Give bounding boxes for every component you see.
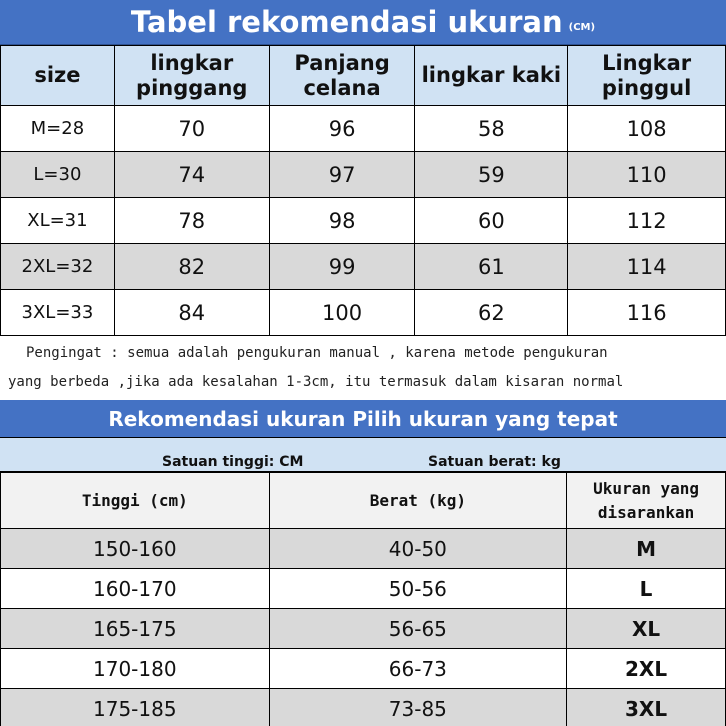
- header-weight: Berat (kg): [269, 473, 567, 529]
- size-cell: 3XL=33: [1, 290, 115, 336]
- recommendation-title: Rekomendasi ukuran Pilih ukuran yang tepat: [0, 400, 726, 437]
- length-cell: 98: [269, 198, 415, 244]
- recommendation-table: [0, 472, 726, 726]
- header-recommended-size: Ukuran yang disarankan: [567, 473, 726, 529]
- height-cell: 170-180: [1, 649, 270, 689]
- height-cell: 150-160: [1, 529, 270, 569]
- table-row: [1, 569, 726, 609]
- hip-cell: 116: [568, 290, 726, 336]
- leg-cell: 61: [415, 244, 568, 290]
- leg-cell: 59: [415, 152, 568, 198]
- note-line-2: yang berbeda ,jika ada kesalahan 1-3cm, itu termasuk dalam kisaran normal: [8, 374, 624, 390]
- recommended-size-cell: 3XL: [567, 689, 726, 726]
- table-row: [1, 198, 726, 244]
- header-waist: lingkar pinggang: [114, 46, 269, 106]
- unit-height-label: Satuan tinggi: CM: [162, 454, 304, 470]
- size-table-header-row: [1, 46, 726, 106]
- size-cell: 2XL=32: [1, 244, 115, 290]
- header-length: Panjang celana: [269, 46, 415, 106]
- hip-cell: 112: [568, 198, 726, 244]
- length-cell: 97: [269, 152, 415, 198]
- table-row: [1, 609, 726, 649]
- hip-cell: 108: [568, 106, 726, 152]
- title-text: Tabel rekomendasi ukuran: [130, 5, 563, 39]
- height-cell: 165-175: [1, 609, 270, 649]
- page-title: [0, 0, 726, 45]
- header-size: size: [1, 46, 115, 106]
- height-cell: 160-170: [1, 569, 270, 609]
- unit-weight-label: Satuan berat: kg: [428, 454, 561, 470]
- waist-cell: 74: [114, 152, 269, 198]
- waist-cell: 78: [114, 198, 269, 244]
- table-row: [1, 152, 726, 198]
- title-unit: (CM): [568, 21, 596, 33]
- size-cell: M=28: [1, 106, 115, 152]
- waist-cell: 70: [114, 106, 269, 152]
- waist-cell: 82: [114, 244, 269, 290]
- length-cell: 96: [269, 106, 415, 152]
- leg-cell: 62: [415, 290, 568, 336]
- units-bar: [0, 437, 726, 472]
- recommended-size-cell: M: [567, 529, 726, 569]
- size-cell: XL=31: [1, 198, 115, 244]
- weight-cell: 56-65: [269, 609, 567, 649]
- leg-cell: 58: [415, 106, 568, 152]
- header-height: Tinggi (cm): [1, 473, 270, 529]
- leg-cell: 60: [415, 198, 568, 244]
- header-leg: lingkar kaki: [415, 46, 568, 106]
- length-cell: 99: [269, 244, 415, 290]
- length-cell: 100: [269, 290, 415, 336]
- recommended-size-cell: XL: [567, 609, 726, 649]
- measurement-note: [0, 339, 726, 399]
- table-row: [1, 290, 726, 336]
- header-hip: Lingkar pinggul: [568, 46, 726, 106]
- table-row: [1, 529, 726, 569]
- table-row: [1, 106, 726, 152]
- table-row: [1, 689, 726, 726]
- weight-cell: 40-50: [269, 529, 567, 569]
- height-cell: 175-185: [1, 689, 270, 726]
- size-chart-table: [0, 45, 726, 336]
- recommended-size-cell: 2XL: [567, 649, 726, 689]
- note-line-1: Pengingat : semua adalah pengukuran manual , karena metode pengukuran: [26, 345, 608, 361]
- weight-cell: 50-56: [269, 569, 567, 609]
- table-row: [1, 649, 726, 689]
- table-row: [1, 244, 726, 290]
- recommended-size-cell: L: [567, 569, 726, 609]
- hip-cell: 110: [568, 152, 726, 198]
- hip-cell: 114: [568, 244, 726, 290]
- weight-cell: 66-73: [269, 649, 567, 689]
- size-cell: L=30: [1, 152, 115, 198]
- waist-cell: 84: [114, 290, 269, 336]
- weight-cell: 73-85: [269, 689, 567, 726]
- rec-table-header-row: [1, 473, 726, 529]
